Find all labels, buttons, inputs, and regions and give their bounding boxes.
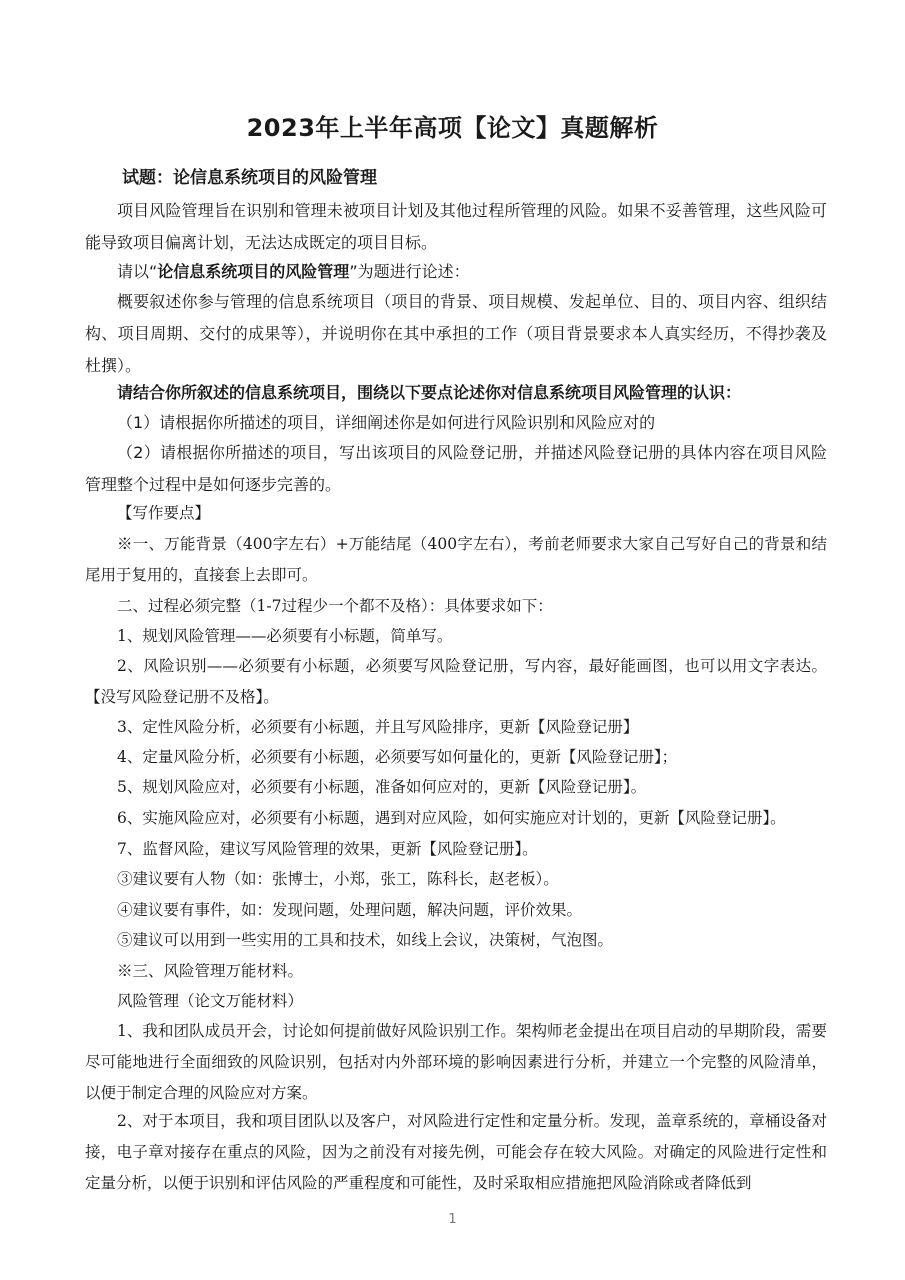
step-3: 3、定性风险分析，必须要有小标题，并且写风险排序，更新【风险登记册】 xyxy=(117,718,639,736)
material-heading: 风险管理（论文万能材料） xyxy=(117,992,304,1010)
step-7: 7、监督风险，建议写风险管理的效果，更新【风险登记册】。 xyxy=(117,840,538,858)
step-1: 1、规划风险管理——必须要有小标题，简单写。 xyxy=(117,627,453,645)
step-6: 6、实施风险应对，必须要有小标题，遇到对应风险，如何实施应对计划的，更新【风险登记册】。 xyxy=(117,809,786,827)
suggestion-3: ③建议要有人物（如：张博士，小郑，张工，陈科长，赵老板）。 xyxy=(117,870,559,888)
material-paragraph-1: 1、我和团队成员开会，讨论如何提前做好风险识别工作。架构师老金提出在项目启动的早期阶段，需要尽可能地进行全面细致的风险识别，包括对内外部环境的影响因素进行分析，并建立一个完整的风险清单，以便于制定合理的风险应对方案。 xyxy=(85,1022,827,1102)
document-title: 2023年上半年高项【论文】真题解析 xyxy=(246,114,659,142)
step-2: 2、风险识别——必须要有小标题，必须要写风险登记册，写内容，最好能画图，也可以用文字表达。【没写风险登记册不及格】。 xyxy=(85,657,827,706)
step-4: 4、定量风险分析，必须要有小标题，必须要写如何量化的，更新【风险登记册】； xyxy=(117,748,678,766)
essay-topic: 试题：论信息系统项目的风险管理 xyxy=(122,168,377,188)
suggestion-5: ⑤建议可以用到一些实用的工具和技术，如线上会议，决策树，气泡图。 xyxy=(117,931,614,949)
prompt-prefix: 请以“ xyxy=(117,262,158,281)
writing-point-3: ※三、风险管理万能材料。 xyxy=(117,962,304,980)
writing-point-1: ※一、万能背景（400字左右）+万能结尾（400字左右），考前老师要求大家自己写好自己的背景和结尾用于复用的，直接套上去即可。 xyxy=(85,535,827,584)
requirement-paragraph: 请结合你所叙述的信息系统项目，围绕以下要点论述你对信息系统项目风险管理的认识： xyxy=(117,383,742,402)
overview-paragraph: 概要叙述你参与管理的信息系统项目（项目的背景、项目规模、发起单位、目的、项目内容、组织结构、项目周期、交付的成果等），并说明你在其中承担的工作（项目背景要求本人真实经历，不得抄袭及杜撰）。 xyxy=(85,292,827,375)
page-number: 1 xyxy=(448,1212,457,1227)
prompt-topic: 论信息系统项目的风险管理 xyxy=(157,262,350,281)
point-1: （1）请根据你所描述的项目，详细阐述你是如何进行风险识别和风险应对的 xyxy=(117,413,656,432)
prompt-paragraph xyxy=(85,256,827,288)
step-5: 5、规划风险应对，必须要有小标题，准备如何应对的，更新【风险登记册】。 xyxy=(117,778,647,796)
intro-paragraph: 项目风险管理旨在识别和管理未被项目计划及其他过程所管理的风险。如果不妥善管理，这些风险可能导致项目偏离计划，无法达成既定的项目目标。 xyxy=(85,201,827,252)
prompt-suffix: ”为题进行论述： xyxy=(349,262,470,281)
point-2: （2）请根据你所描述的项目，写出该项目的风险登记册，并描述风险登记册的具体内容在项目风险管理整个过程中是如何逐步完善的。 xyxy=(85,443,827,494)
writing-heading: 【写作要点】 xyxy=(117,504,211,522)
material-paragraph-2: 2、对于本项目，我和项目团队以及客户，对风险进行定性和定量分析。发现，盖章系统的，章桶设备对接，电子章对接存在重点的风险，因为之前没有对接先例，可能会存在较大风险。对确定的风险进行定性和定量分析，以便于识别和评估风险的严重程度和可能性，及时采取相应措施把风险消除或者降低到 xyxy=(85,1112,827,1192)
suggestion-4: ④建议要有事件，如：发现问题，处理问题，解决问题，评价效果。 xyxy=(117,901,583,919)
writing-point-2: 二、过程必须完整（1-7过程少一个都不及格）：具体要求如下： xyxy=(117,597,553,615)
